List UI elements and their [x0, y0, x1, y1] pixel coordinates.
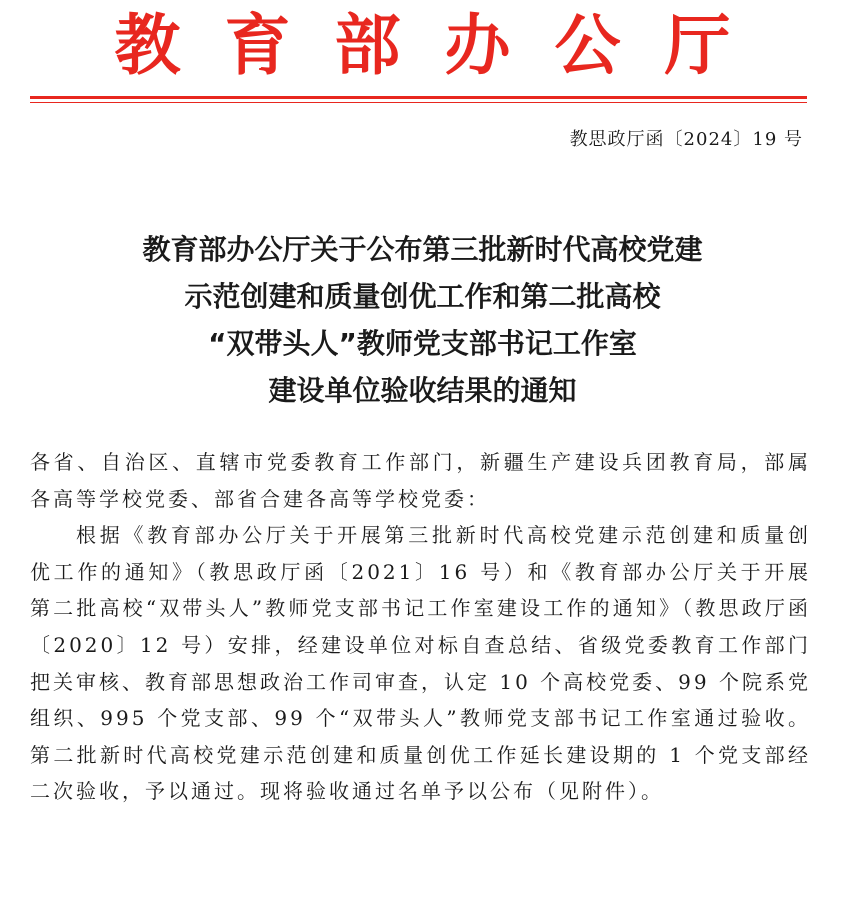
masthead-issuer: 教育部办公厅: [114, 7, 775, 84]
body-paragraph: 根据《教育部办公厅关于开展第三批新时代高校党建示范创建和质量创优工作的通知》（教思政厅函〔2021〕16 号）和《教育部办公厅关于开展第二批高校“双带头人”教师党支部书记工作室建设工作的通知》（教思政厅函〔2020〕12 号）安排，经建设单位对标自查总结、省级党委教育工作部门把关审核、教育部思想政治工作司审查，认定 10 个高校党委、99 个院系党组织、995 个党支部、99 个“双带头人”教师党支部书记工作室通过验收。第二批新时代高校党建示范创建和质量创优工作延长建设期的 1 个党支部经二次验收，予以通过。现将验收通过名单予以公布（见附件）。: [30, 523, 811, 804]
document-number: 教思政厅函〔2024〕19 号: [569, 129, 803, 150]
document-title: [0, 226, 845, 414]
title-line: 示范创建和质量创优工作和第二批高校: [184, 280, 661, 313]
title-line: 建设单位验收结果的通知: [268, 374, 577, 407]
title-line: “双带头人”教师党支部书记工作室: [208, 327, 637, 360]
title-line: 教育部办公厅关于公布第三批新时代高校党建: [142, 233, 703, 266]
masthead-rule-thick: [30, 96, 807, 99]
recipients-paragraph: 各省、自治区、直辖市党委教育工作部门，新疆生产建设兵团教育局，部属各高等学校党委、部省合建各高等学校党委：: [30, 450, 811, 511]
masthead-rule-thin: [30, 102, 807, 103]
document-body: [30, 444, 811, 810]
